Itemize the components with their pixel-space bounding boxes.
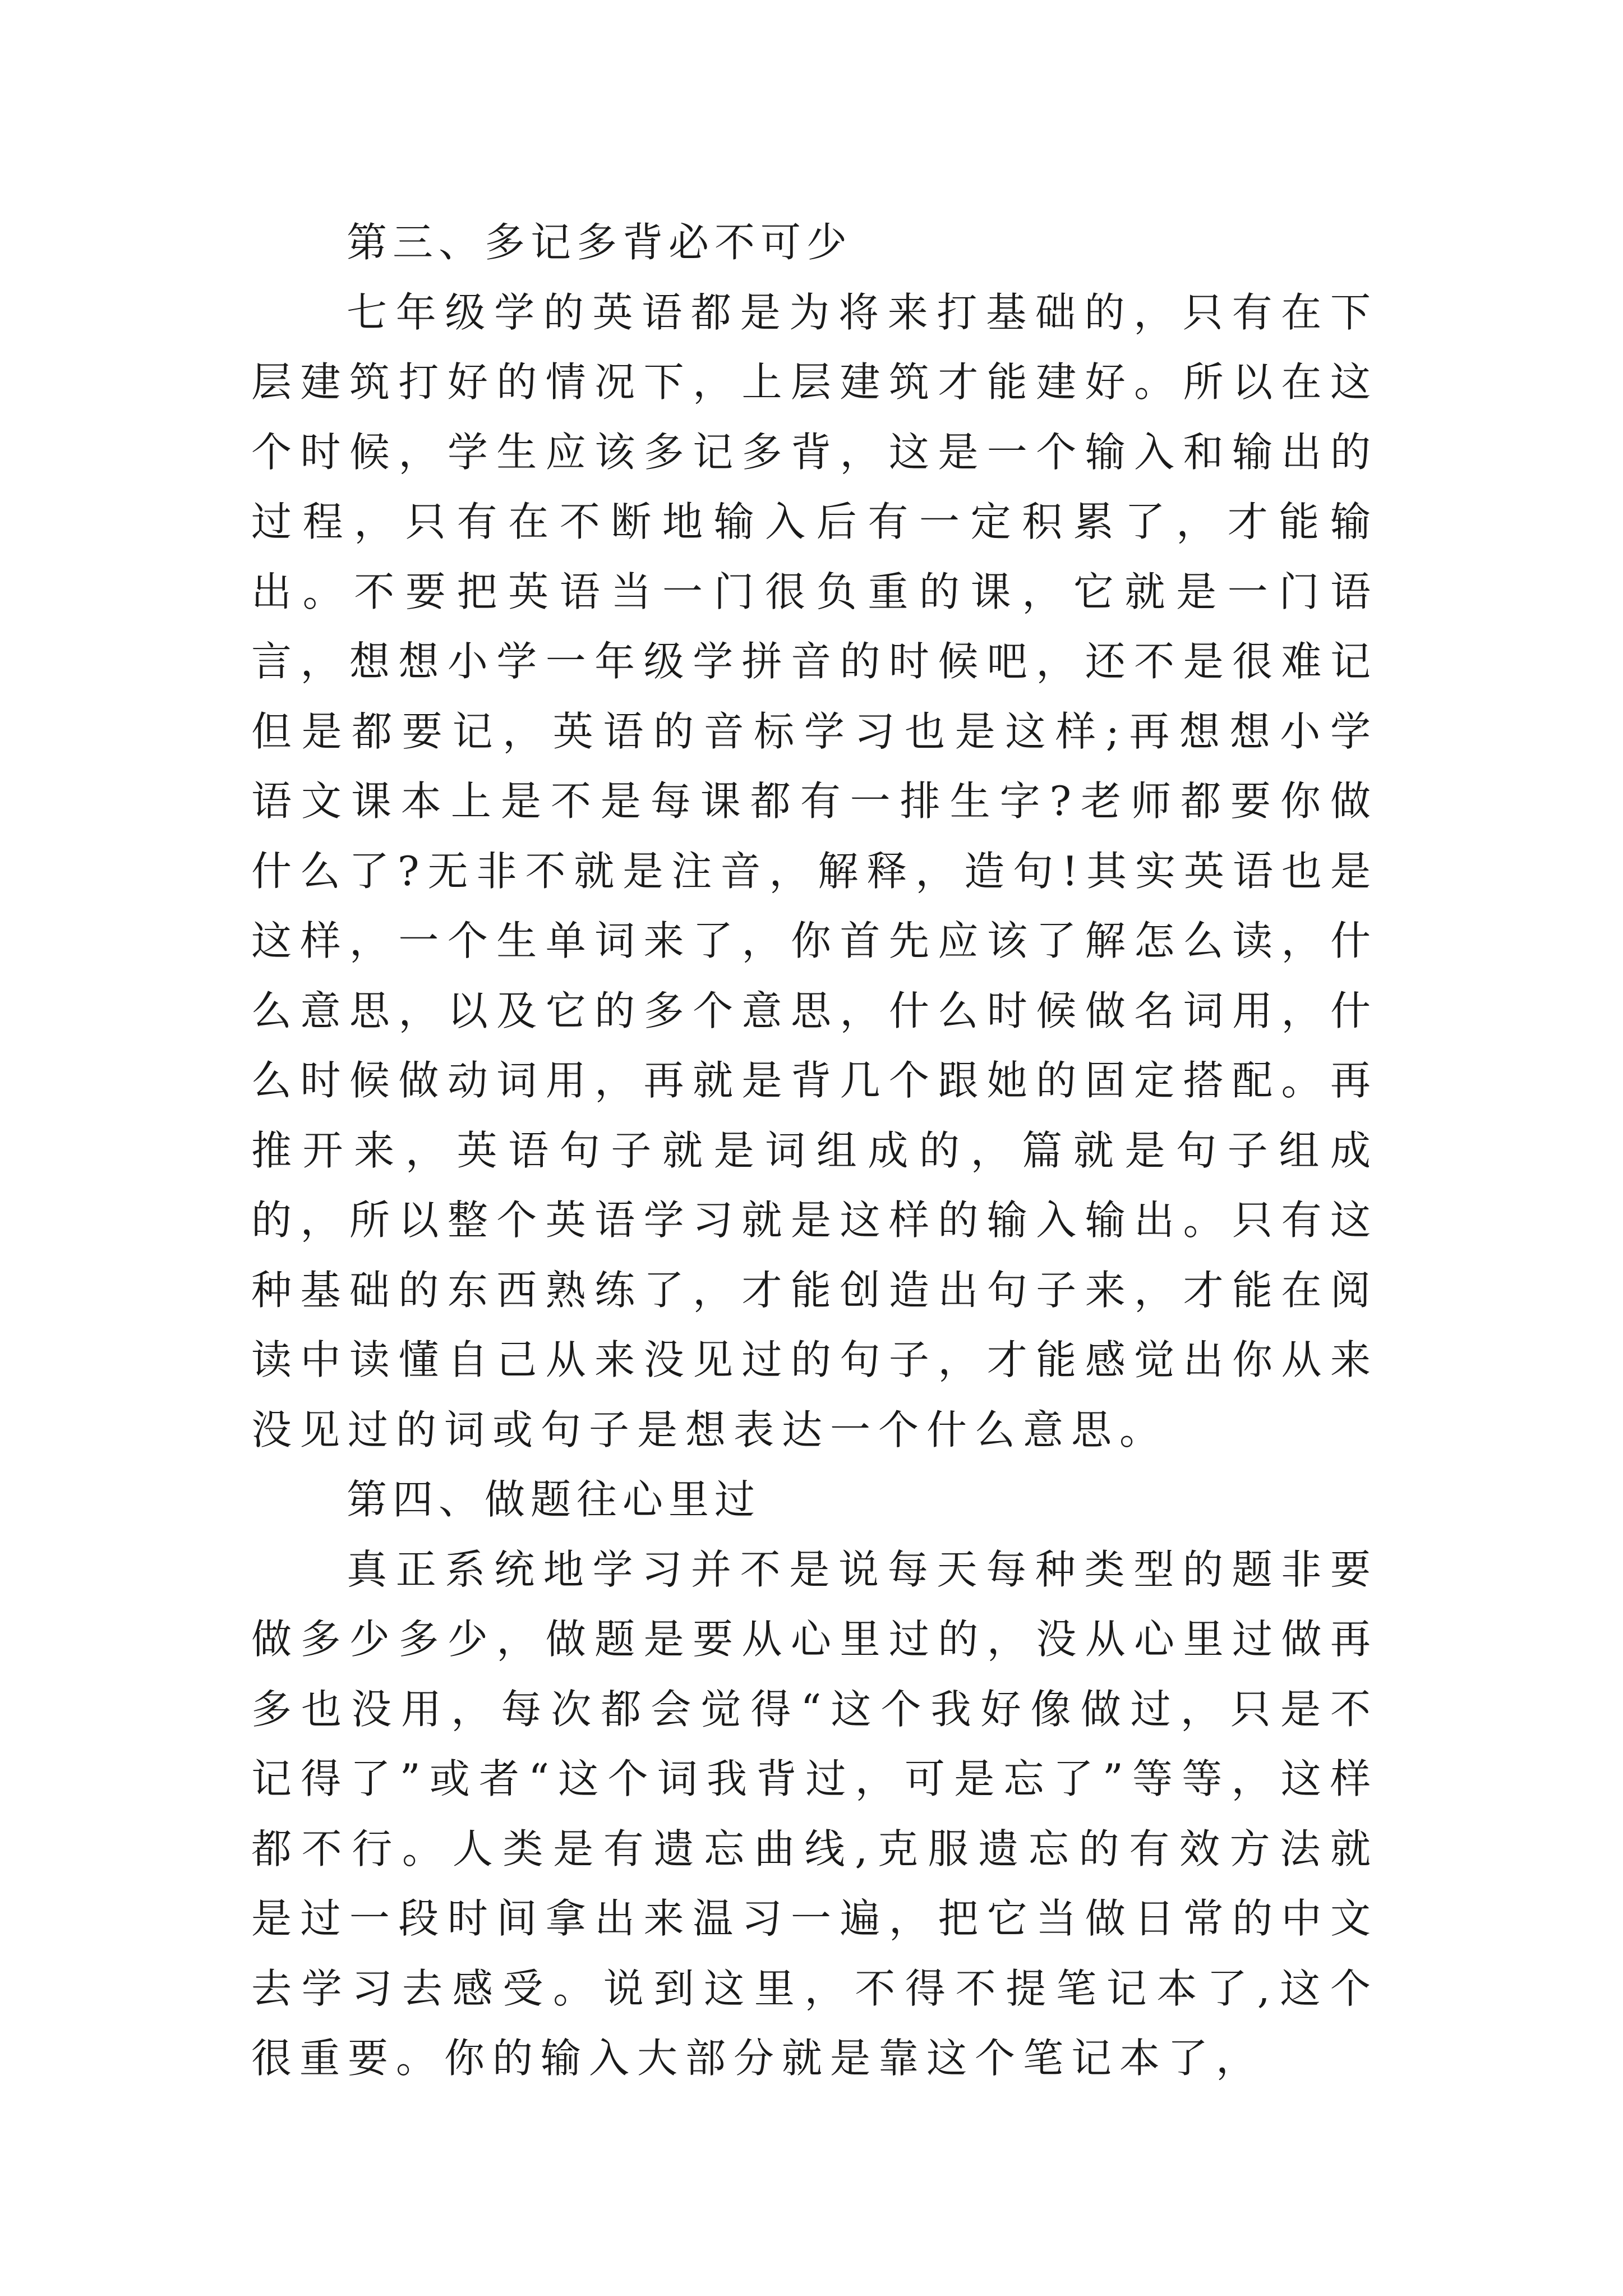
document-content [251, 208, 1378, 2093]
section-heading-3: 第三、多记多背必不可少 [347, 219, 853, 266]
section-body-4: 真正系统地学习并不是说每天每种类型的题非要做多少多少，做题是要从心里过的，没从心里过做再多也没用，每次都会觉得“这个我好像做过，只是不记得了”或者“这个词我背过，可是忘了”等等，这样都不行。人类是有遗忘曲线,克服遗忘的有效方法就是过一段时间拿出来温习一遍，把它当做日常的中文去学习去感受。说到这里，不得不提笔记本了,这个很重要。你的输入大部分就是靠这个笔记本了， [251, 1545, 1378, 2082]
section-heading-4: 第四、做题往心里过 [347, 1476, 761, 1523]
section-body-3: 七年级学的英语都是为将来打基础的，只有在下层建筑打好的情况下，上层建筑才能建好。所以在这个时候，学生应该多记多背，这是一个输入和输出的过程，只有在不断地输入后有一定积累了，才能输出。不要把英语当一门很负重的课，它就是一门语言，想想小学一年级学拼音的时候吧，还不是很难记但是都要记，英语的音标学习也是这样;再想想小学语文课本上是不是每课都有一排生字?老师都要你做什么了?无非不就是注音，解释，造句!其实英语也是这样，一个生单词来了，你首先应该了解怎么读，什么意思，以及它的多个意思，什么时候做名词用，什么时候做动词用，再就是背几个跟她的固定搭配。再推开来，英语句子就是词组成的，篇就是句子组成的，所以整个英语学习就是这样的输入输出。只有这种基础的东西熟练了，才能创造出句子来，才能在阅读中读懂自己从来没见过的句子，才能感觉出你从来没见过的词或句子是想表达一个什么意思。 [251, 288, 1378, 1453]
